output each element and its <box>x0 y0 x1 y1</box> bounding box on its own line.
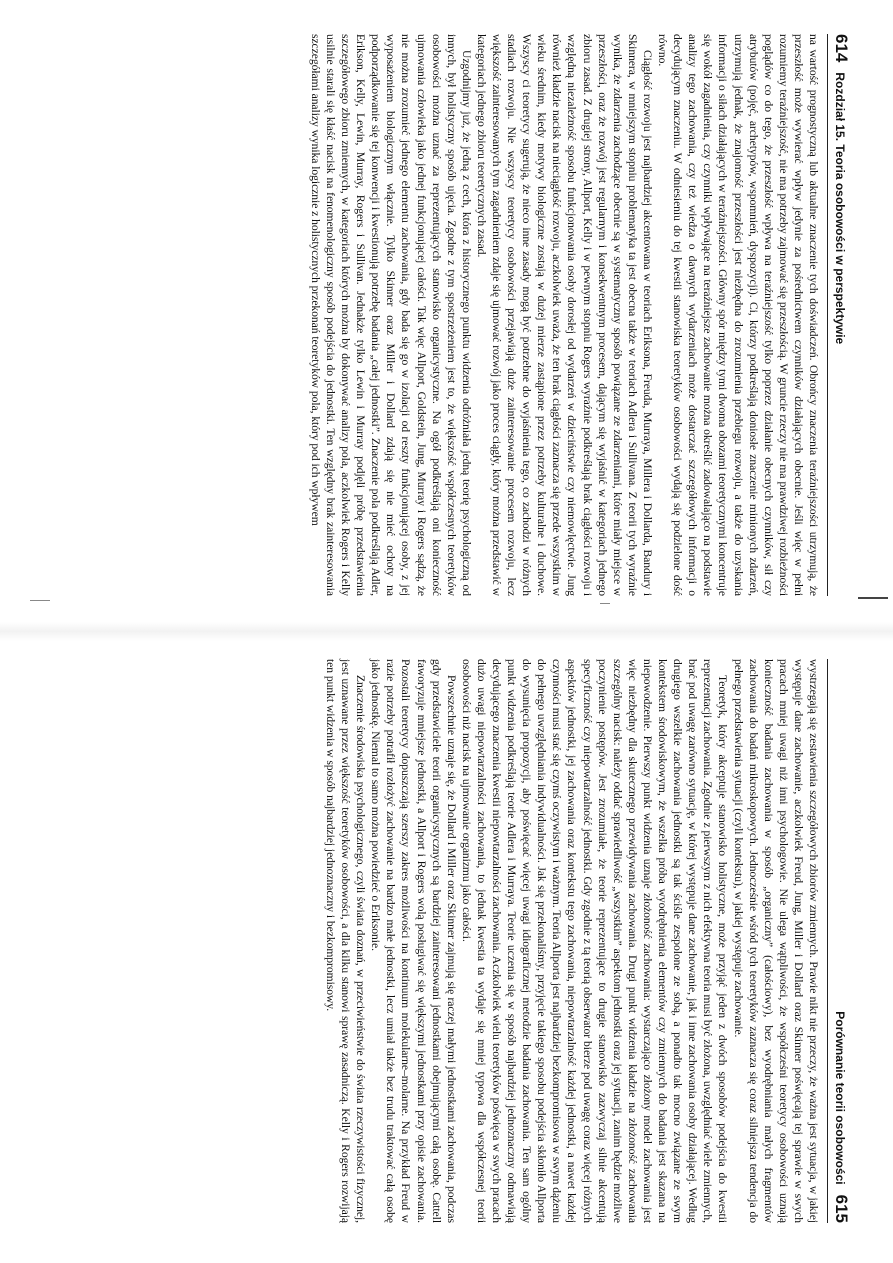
right-page-body <box>323 659 821 1223</box>
running-head-title: Rozdział 15. Teoria osobowości w perspektywie <box>833 72 847 345</box>
left-page <box>0 0 893 622</box>
paragraph: wystrzegają się zestawienia szczegółowych zbiorów zmiennych. Prawie nikt nie przeczy, że ważna jest sytuacja, w jakiej występuje dane zachowanie, aczkolwiek Freud, Jung, Miller i Dollard oraz Skinner poświęcają tej sprawie w swych pracach mniej uwagi niż inni psychologowie. Nie ulega wątpliwości, że współcześni teoretycy osobowości uznają konieczność badania zachowania w sposób „organiczny” (całościowy), bez wyodrębniania małych fragmentów zachowania do badań mikroskopowych. Jednocześnie wśród tych teoretyków zaznacza się coraz silniejsza tendencja do pełnego przedstawienia sytuacji (czyli kontekstu), w jakiej występuje zachowanie. <box>731 659 820 1223</box>
gutter <box>0 622 893 641</box>
scan-mark <box>600 603 610 604</box>
scan-mark <box>30 600 50 601</box>
paragraph: Ciągłość rozwoju jest najbardziej akcentowana w teoriach Eriksona, Freuda, Murraya, Millera i Dollarda, Bandury i Skinnera, w mniejszym stopniu problematyka ta jest obecna także w teoriach Adlera i Sullivana. Z teorii tych wyraźnie wynika, że zdarzenia zachodzące obecnie są w systematyczny sposób powiązane ze zdarzeniami, które miały miejsce w przeszłości, oraz że rozwój jest regularnym i konsekwentnym procesem, dającym się wyjaśnić w kategoriach jednego zbioru zasad. Z drugiej strony, Allport, Kelly i w pewnym stopniu Rogers wyraźnie podkreślają brak ciągłości rozwoju i względną niezależność sposobu funkcjonowania osoby dorosłej od wydarzeń w dzieciństwie czy niemowlęctwie. Jung również kładzie nacisk na nieciągłość rozwoju, aczkolwiek uważa, że ten brak ciągłości zaznacza się przede wszystkim w wieku średnim, kiedy motywy biologiczne zostają w dużej mierze zastąpione przez potrzeby kulturalne i duchowe. Wszyscy ci teoretycy sugerują, że nieco inne zasady mogą być potrzebne do wyjaśnienia tego, co zachodzi w różnych stadiach rozwoju. Nie wszyscy teoretycy osobowości przejawiają duże zainteresowanie procesem rozwoju, lecz większość zainteresowanych tym zagadnieniem zdaje się ujmować rozwój jako proces ciągły, który można przedstawić w kategoriach jednego zbioru teoretycznych zasad. <box>474 34 654 596</box>
running-head-title: Porównanie teorii osobowości <box>833 1011 847 1185</box>
paragraph: Teoretyk, który akceptuje stanowisko holistyczne, może przyjąć jeden z dwóch sposobów podejścia do kwestii reprezentacji zachowania. Zgodnie z pierwszym z nich efektywna teoria musi być złożona, uwzględniać wiele zmiennych, brać pod uwagę zarówno sytuację, w której występuje dane zachowanie, jak i inne zachowania osoby działającej. Według drugiego wszelkie zachowania jednostki są tak ściśle zespolone ze sobą, a ponadto tak mocno związane ze swym kontekstem środowiskowym, że wszelka próba wyodrębnienia elementów czy zmiennych do badania jest skazana na niepowodzenie. Pierwszy punkt widzenia uznaje złożoność zachowania: wystarczająco złożony model zachowania jest więc niezbędny dla skutecznego przewidywania zachowania. Drugi punkt widzenia kładzie na złożoność zachowania szczególny nacisk: należy oddać sprawiedliwość „wszystkim” aspektom jednostki oraz jej sytuacji, zanim będzie możliwe poczynienie postępów. Jest zrozumiałe, że teorie reprezentujące to drugie stanowisko zazwyczaj silnie akcentują specyficzność czy niepowtarzalność jednostki. Gdy zgodnie z tą teorią obserwator bierze pod uwagę coraz więcej różnych aspektów jednostki, jej zachowania oraz kontekstu tego zachowania, niepowtarzalność każdej jednostki, a nawet każdej czynności musi stać się czymś oczywistym i ważnym. Teoria Allporta jest najbardziej bezkompromisowa w swym dążeniu do pełnego uwzględniania indywidualności. Jak się przekonaliśmy, przyjęcie takiego sposobu podejścia skłoniło Allporta do wysunięcia propozycji, aby poświęcać więcej uwagi idiograficznej metodzie badania zachowania. Ten sam ogólny punkt widzenia podkreślają teorie Adlera i Murraya. Teorie uczenia się w sposób najbardziej jednoznaczny odmawiają decydującego znaczenia kwestii niepowtarzalności zachowania. Aczkolwiek wielu teoretyków poświęca w swych pracach dużo uwagi niepowtarzalności zachowania, to jednak kwestia ta wydaje się mniej typowa dla współczesnej teorii osobowości niż nacisk na ujmowanie organizmu jako całości. <box>459 659 730 1223</box>
paragraph: na wartość prognostyczną lub aktualne znaczenie tych doświadczeń. Obrońcy znaczenia teraźniejszości utrzymują, że przeszłość może wywierać wpływ jedynie za pośrednictwem czynników działających obecnie. Jeśli więc w pełni rozumiemy teraźniejszość, nie ma potrzeby zajmować się przeszłością. W gruncie rzeczy nie ma prawdziwej rozbieżności poglądów co do tego, że przeszłość wpływa na teraźniejszość tylko poprzez działanie obecnych czynników, sił czy atrybutów (pojęć, archetypów, wspomnień, dyspozycji). Ci, którzy podkreślają doniosłe znaczenie minionych zdarzeń, utrzymują jednak, że znajomość przeszłości jest niezbędna do zrozumienia przebiegu rozwoju, a także do uzyskania informacji o siłach działających w teraźniejszości. Główny spór między tymi dwoma obozami teoretycznymi koncentruje się wokół zagadnienia, czy czynniki wpływające na teraźniejsze zachowanie można określić zadowalająco na podstawie analizy tego zachowania, czy też wiedza o dawnych wydarzeniach może dostarczać szczegółowych informacji o decydującym znaczeniu. W odniesieniu do tej kwestii stanowiska teoretyków osobowości wydają się podzielone dość równo. <box>656 34 820 596</box>
page-number: 614 <box>832 34 851 63</box>
left-page-body <box>308 34 821 596</box>
running-header-left <box>827 34 851 596</box>
scan-mark <box>858 597 888 599</box>
right-page <box>0 641 893 1263</box>
running-header-right <box>827 659 851 1223</box>
paragraph: Uzgodnijmy już, że jedną z cech, która z historycznego punktu widzenia odróżniała jedną teorię psychologiczną od innych, był holistyczny sposób ujęcia. Zgodne z tym spostrzeżeniem jest to, że większość współczesnych teoretyków osobowości można uznać za reprezentujących stanowisko organicystyczne. Na ogół podkreślają oni konieczność ujmowania człowieka jako jednej funkcjonującej całości. Tak więc Allport, Goldstein, Jung, Murray i Rogers sądzą, że nie można zrozumieć jednego elementu zachowania, gdy bada się go w izolacji od reszty funkcjonującej osoby, z jej wyposażeniem biologicznym włącznie. Tylko Skinner oraz Miller i Dollard zdają się nie mieć ochoty na podporządkowanie się tej konwencji i kwestionują potrzebę badania „całej jednostki”. Znaczenie pola podkreślają Adler, Erikson, Kelly, Lewin, Murray, Rogers i Sullivan. Jednakże tylko Lewin i Murray podjęli próbę przedstawienia szczegółowego zbioru zmiennych, w kategoriach których można by dokonywać analizy pola, aczkolwiek Rogers i Kelly usilnie starali się kłaść nacisk na fenomenologiczny sposób podejścia do jednostki. Ten względny brak zainteresowania szczegółami analizy wynika logicznie z holistycznych przekonań teoretyków pola, który pod ich wpływem <box>308 34 473 596</box>
paragraph: Powszechnie uznaje się, że Dollard i Miller oraz Skinner zajmują się raczej małymi jednostkami zachowania, podczas gdy przedstawiciele teorii organicystycznych są bardziej zainteresowani jednostkami obejmującymi całą osobę. Cattell faworyzuje mniejsze jednostki, a Allport i Rogers wolą posługiwać się większymi jednostkami przy opisie zachowania. Pozostali teoretycy dopuszczają szerszy zakres możliwości na kontinuum molekularne–molarne. Na przykład Freud w razie potrzeby potrafił rozłożyć zachowanie na bardzo małe jednostki, lecz umiał także bez trudu traktować całą osobę jako jednostkę. Niemal to samo można powiedzieć o Eriksonie. <box>369 659 458 1223</box>
paragraph: Znaczenie środowiska psychologicznego, czyli świata doznań, w przeciwieństwie do świata rzeczywistości fizycznej, jest uznawane przez większość teoretyków osobowości, a dla kilku stanowi sprawę zasadniczą. Kelly i Rogers rozwijają ten punkt widzenia w sposób najbardziej jednoznaczny i bezkompromisowy. <box>324 659 368 1223</box>
page-number: 615 <box>832 1194 851 1223</box>
